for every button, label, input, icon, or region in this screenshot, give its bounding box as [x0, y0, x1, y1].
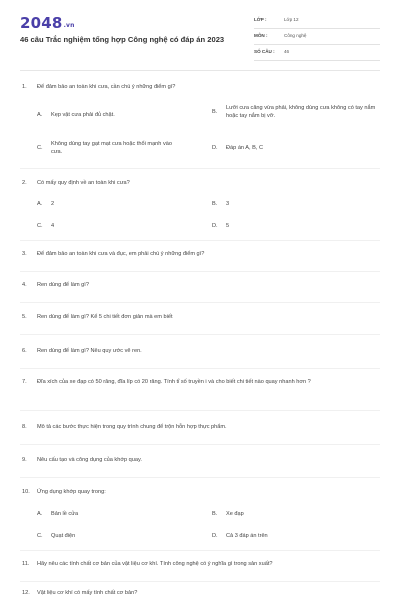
question-number: 2.: [22, 180, 27, 186]
question-number: 9.: [22, 457, 27, 463]
option-letter: C.: [37, 533, 43, 539]
question-text: Đĩa xích của xe đạp có 50 răng, đĩa líp có 20 răng. Tính tỉ số truyền i và cho biết chi tiết nào quay nhanh hơn ?: [37, 379, 311, 385]
question-number: 10.: [22, 489, 30, 495]
row-separator: [20, 477, 380, 478]
question-text: Mô tả các bước thực hiện trong quy trình chung để trộn hỗn hợp thực phẩm.: [37, 424, 227, 430]
question-text: Ren dùng để làm gì? Kể 5 chi tiết đơn giản mà em biết: [37, 314, 173, 320]
option-text: Không dùng tay gạt mạt cưa hoặc thổi mạnh vào cưa.: [51, 141, 172, 155]
option-text: 3: [226, 201, 230, 207]
question-text: Ren dùng để làm gì?: [37, 282, 89, 288]
option-text: Đáp án A, B, C: [226, 145, 264, 151]
row-separator: [20, 168, 380, 169]
question-text: Ren dùng để làm gì? Nêu quy ước vẽ ren.: [37, 348, 142, 354]
option-text: 4: [51, 223, 55, 229]
meta-row-subject: [254, 29, 380, 45]
option-text: 5: [226, 223, 230, 229]
option-letter: D.: [212, 223, 218, 229]
meta-key: SỐ CÂU :: [254, 49, 275, 54]
question-text: Để đảm bảo an toàn khi cưa, cần chú ý những điểm gì?: [37, 84, 176, 90]
row-separator: [20, 334, 380, 335]
meta-row-count: [254, 45, 380, 61]
option-letter: A.: [37, 112, 43, 118]
option-text: Xe đạp: [226, 511, 244, 517]
question-number: 11.: [22, 561, 30, 567]
option-letter: B.: [212, 109, 218, 115]
meta-value: 46: [284, 49, 290, 54]
site-logo[interactable]: [20, 14, 75, 32]
logo-suffix: .vn: [63, 22, 75, 29]
row-separator: [20, 444, 380, 445]
option-letter: C.: [37, 223, 43, 229]
page-header: [0, 0, 400, 72]
question-text: Vật liệu cơ khí có mấy tính chất cơ bản?: [37, 590, 138, 596]
question-number: 4.: [22, 282, 27, 288]
option-letter: B.: [212, 201, 218, 207]
option-text: 2: [51, 201, 55, 207]
question-text: Để đảm bảo an toàn khi cưa và đục, em phải chú ý những điểm gì?: [37, 251, 205, 257]
option-letter: C.: [37, 145, 43, 151]
option-text: Bản lề cửa: [51, 511, 79, 517]
option-text: Cả 3 đáp án trên: [226, 533, 268, 539]
header-divider: [20, 70, 380, 71]
option-text: Quạt điện: [51, 533, 76, 539]
row-separator: [20, 550, 380, 551]
question-text: Nêu cấu tạo và công dụng của khớp quay.: [37, 457, 142, 463]
option-text: Lưỡi cưa căng vừa phải, không dùng cưa không có tay nắm hoặc tay nắm bị vỡ.: [226, 105, 376, 119]
option-letter: A.: [37, 511, 43, 517]
question-number: 7.: [22, 379, 27, 385]
question-number: 1.: [22, 84, 27, 90]
row-separator: [20, 302, 380, 303]
option-letter: D.: [212, 533, 218, 539]
document-title: 46 câu Trắc nghiệm tổng hợp Công nghệ có đáp án 2023: [20, 35, 225, 44]
row-separator: [20, 368, 380, 369]
option-letter: B.: [212, 511, 218, 517]
logo-main: 2048: [20, 14, 63, 32]
question-number: 6.: [22, 348, 27, 354]
question-text: Ứng dụng khớp quay trong:: [37, 489, 106, 495]
question-number: 3.: [22, 251, 27, 257]
option-text: Kẹp vật cưa phải đủ chặt.: [51, 112, 115, 118]
meta-key: LỚP :: [254, 17, 267, 22]
option-letter: A.: [37, 201, 43, 207]
meta-value: Lớp 12: [284, 17, 299, 22]
meta-key: MÔN :: [254, 33, 268, 38]
question-number: 5.: [22, 314, 27, 320]
row-separator: [20, 271, 380, 272]
question-number: 8.: [22, 424, 27, 430]
row-separator: [20, 410, 380, 411]
row-separator: [20, 240, 380, 241]
question-number: 12.: [22, 590, 30, 596]
row-separator: [20, 581, 380, 582]
question-text: Có mấy quy định về an toàn khi cưa?: [37, 180, 130, 186]
question-text: Hãy nêu các tính chất cơ bản của vật liệu cơ khí. Tính công nghệ có ý nghĩa gì trong sản xuất?: [37, 561, 273, 567]
meta-row-class: [254, 13, 380, 29]
meta-value: Công nghệ: [284, 33, 307, 38]
option-letter: D.: [212, 145, 218, 151]
